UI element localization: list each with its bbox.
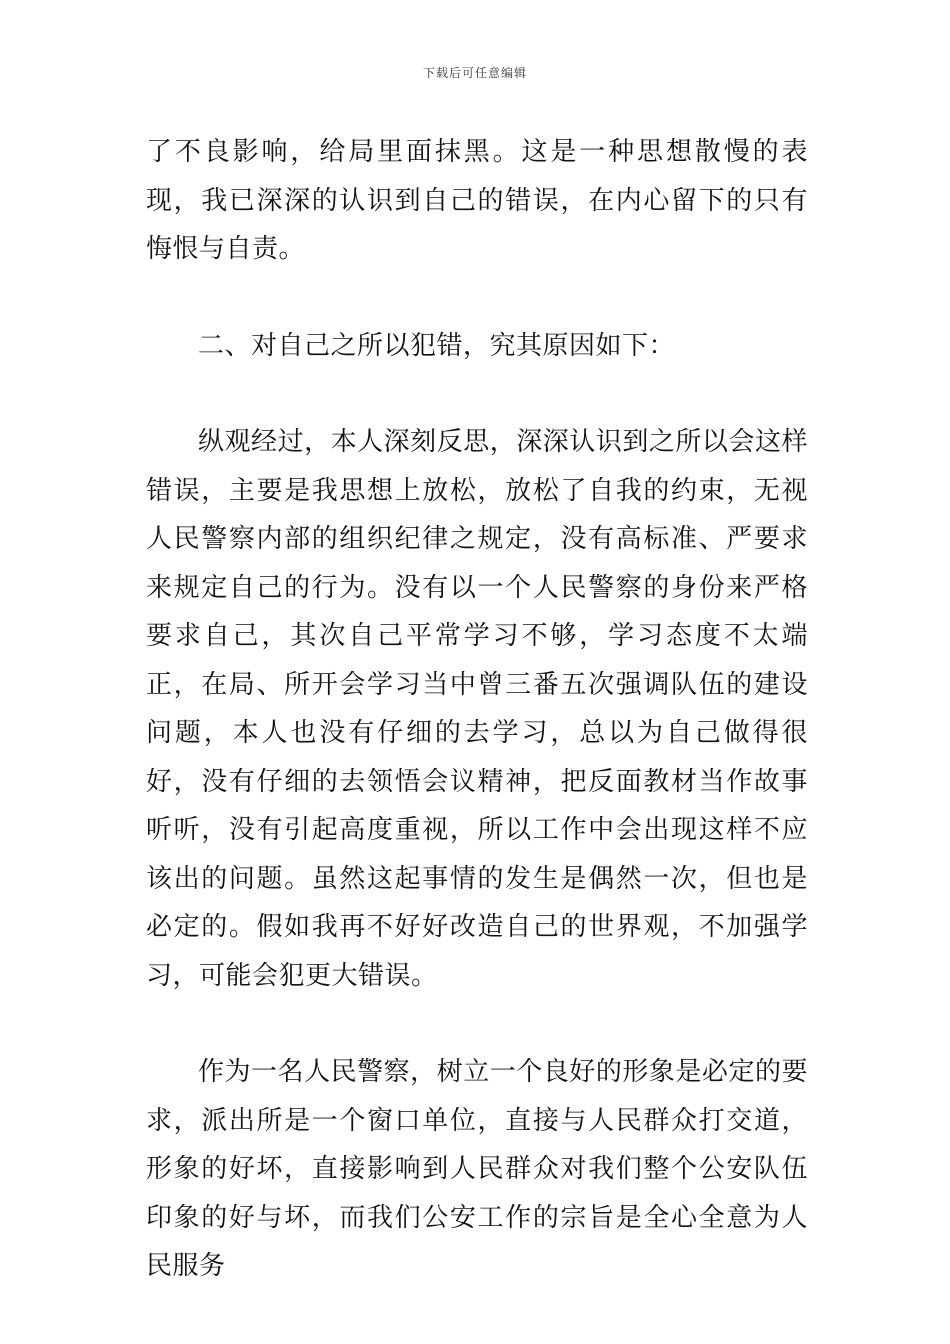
paragraph-police-image: 作为一名人民警察，树立一个良好的形象是必定的要求，派出所是一个窗口单位，直接与人民群众打交道，形象的好坏，直接影响到人民群众对我们整个公安队伍印象的好与坏，而我们公安工作的宗旨是全心全意为人民服务: [146, 1057, 808, 1281]
document-body: [146, 128, 808, 1291]
paragraph-continuation: 了不良影响，给局里面抹黑。这是一种思想散慢的表现，我已深深的认识到自己的错误，在内心留下的只有悔恨与自责。: [146, 137, 808, 264]
paragraph-reflection: 纵观经过，本人深刻反思，深深认识到之所以会这样错误，主要是我思想上放松，放松了自我的约束，无视人民警察内部的组织纪律之规定，没有高标准、严要求来规定自己的行为。没有以一个人民警察的身份来严格要求自己，其次自己平常学习不够，学习态度不太端正，在局、所开会学习当中曾三番五次强调队伍的建设问题，本人也没有仔细的去学习，总以为自己做得很好，没有仔细的去领悟会议精神，把反面教材当作故事听听，没有引起高度重视，所以工作中会出现这样不应该出的问题。虽然这起事情的发生是偶然一次，但也是必定的。假如我再不好好改造自己的世界观，不加强学习，可能会犯更大错误。: [146, 427, 808, 991]
page-header-note: 下载后可任意编辑: [422, 66, 527, 80]
section-heading: 二、对自己之所以犯错，究其原因如下：: [198, 330, 676, 361]
